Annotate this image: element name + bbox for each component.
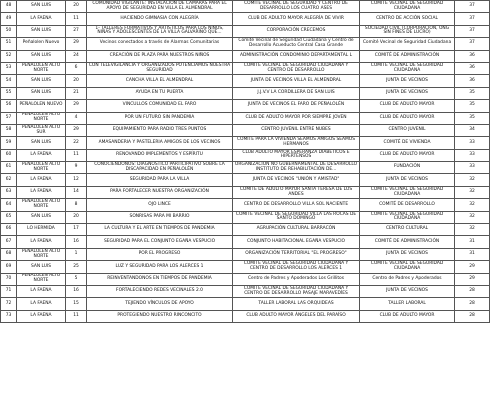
score-value: 36 bbox=[455, 62, 490, 74]
unit-number: 17 bbox=[66, 224, 87, 236]
unit-number: 4 bbox=[66, 112, 87, 124]
unit-number: 20 bbox=[66, 75, 87, 87]
organization-name: CLUB DE ADULTO MAYOR ALEGRÍA DE VIVIR bbox=[233, 13, 360, 25]
score-value: 28 bbox=[455, 310, 490, 322]
sector-name: LO HERMIDA bbox=[17, 224, 66, 236]
project-title: SEGURIDAD PARA LA VILLA bbox=[87, 174, 233, 186]
table-row bbox=[1, 38, 490, 50]
row-number: 51 bbox=[1, 38, 17, 50]
organization-type: JUNTA DE VECINOS bbox=[360, 75, 455, 87]
organization-type: CENTRO JUVENIL bbox=[360, 124, 455, 136]
project-title: POR EL PROGRESO bbox=[87, 248, 233, 260]
organization-type: CLUB DE ADULTO MAYOR bbox=[360, 149, 455, 161]
score-value: 32 bbox=[455, 224, 490, 236]
table-row bbox=[1, 310, 490, 322]
sector-name: SAN LUIS bbox=[17, 1, 66, 13]
project-title: FORTALECIENDO REDES VECINALES 2.0 bbox=[87, 285, 233, 297]
project-title: AYUDA EN TU PUERTA bbox=[87, 87, 233, 99]
row-number: 68 bbox=[1, 248, 17, 260]
row-number: 67 bbox=[1, 236, 17, 248]
organization-name: CLUB ADULTO MAYOR ÁNGELES DEL PARAÍSO bbox=[233, 310, 360, 322]
sector-name: LA FAENA bbox=[17, 310, 66, 322]
organization-type: COMITÉ VECINAL DE SEGURIDAD CIUDADANA bbox=[360, 211, 455, 223]
unit-number: 27 bbox=[66, 25, 87, 37]
sector-name: PEÑALOLEN ALTO SUR bbox=[17, 124, 66, 136]
organization-name: JUNTA DE VECINOS VILLA EL ALMENDRAL bbox=[233, 75, 360, 87]
project-title: SEGURIDAD PARA EL CONJUNTO EGAÑA VESPUCIO bbox=[87, 236, 233, 248]
organization-name: Comité Vecinal de Seguridad Ciudadana y Centro de Desarrollo Acueducto Central Casa Grande bbox=[233, 38, 360, 50]
table-row bbox=[1, 124, 490, 136]
project-title: 1- TALLERES FORMATIVOS Y ARTÍSTICOS PARA LOS NIÑOS, NIÑAS Y ADOLESCENTES DE LA VILLA GALVARINO QUE... bbox=[87, 25, 233, 37]
project-title: OJO LINCE bbox=[87, 199, 233, 211]
unit-number: 22 bbox=[66, 137, 87, 149]
unit-number: 16 bbox=[66, 236, 87, 248]
row-number: 60 bbox=[1, 149, 17, 161]
score-value: 28 bbox=[455, 298, 490, 310]
organization-name: TALLER LABORAL LAS ORQUIDEAS bbox=[233, 298, 360, 310]
organization-type: COMITÉ DE DESARROLLO bbox=[360, 199, 455, 211]
unit-number: 15 bbox=[66, 298, 87, 310]
score-value: 33 bbox=[455, 162, 490, 174]
table-row bbox=[1, 174, 490, 186]
table-row bbox=[1, 285, 490, 297]
project-title: CONOCIÉNDONOS: DIAGNÓSTICO PARTICIPATIVO SOBRE LA DISCAPACIDAD EN PEÑALOLÉN bbox=[87, 162, 233, 174]
unit-number: 5 bbox=[66, 273, 87, 285]
row-number: 59 bbox=[1, 137, 17, 149]
table-row bbox=[1, 186, 490, 198]
project-title: TEJIENDO VÍNCULOS DE APOYO bbox=[87, 298, 233, 310]
score-value: 36 bbox=[455, 50, 490, 62]
organization-name: COMITÉ VECINAL DE SEGURIDAD CIUDADANA Y CENTRO DE DESARROLLO LOS ALERCES 1 bbox=[233, 261, 360, 273]
table-row bbox=[1, 199, 490, 211]
row-number: 56 bbox=[1, 100, 17, 112]
project-title: REINVENTANDONOS EN TIEMPOS DE PANDEMIA bbox=[87, 273, 233, 285]
row-number: 52 bbox=[1, 50, 17, 62]
unit-number: 20 bbox=[66, 1, 87, 13]
sector-name: SAN LUIS bbox=[17, 137, 66, 149]
table-row bbox=[1, 87, 490, 99]
organization-name: COMITÉ DE ADULTO MAYOR SANTA TERESA DE LOS ANDES bbox=[233, 186, 360, 198]
table-row bbox=[1, 75, 490, 87]
project-title: CANCHA VILLA EL ALMENDRAL bbox=[87, 75, 233, 87]
score-value: 37 bbox=[455, 1, 490, 13]
score-value: 32 bbox=[455, 199, 490, 211]
unit-number: 29 bbox=[66, 124, 87, 136]
score-value: 37 bbox=[455, 38, 490, 50]
score-value: 34 bbox=[455, 124, 490, 136]
sector-name: SAN LUIS bbox=[17, 211, 66, 223]
table-row bbox=[1, 1, 490, 13]
organization-name: COMITÉ VECINAL DE SEGURIDAD CIUDADANA Y CENTRO DE DESARROLLO bbox=[233, 62, 360, 74]
table-row bbox=[1, 298, 490, 310]
project-title: HACIENDO GIMNASIA CON ALEGRÍA bbox=[87, 13, 233, 25]
unit-number: 6 bbox=[66, 62, 87, 74]
score-value: 35 bbox=[455, 112, 490, 124]
row-number: 48 bbox=[1, 1, 17, 13]
organization-name: CENTRO JUVENIL ENTRE NUBES bbox=[233, 124, 360, 136]
table-row bbox=[1, 261, 490, 273]
project-title: LUZ Y SEGURIDAD PARA LOS ALERCES 1 bbox=[87, 261, 233, 273]
organization-name: ADMINISTRACIÓN CONDOMINIO DEPARTAMENTAL L bbox=[233, 50, 360, 62]
organization-name: COMITÉ VECINAL DE SEGURIDAD Y CENTRO DE DESARROLLO LOS CUATRO ASES bbox=[233, 1, 360, 13]
unit-number: 8 bbox=[66, 199, 87, 211]
sector-name: LA FAENA bbox=[17, 174, 66, 186]
unit-number: 11 bbox=[66, 310, 87, 322]
row-number: 73 bbox=[1, 310, 17, 322]
row-number: 57 bbox=[1, 112, 17, 124]
row-number: 50 bbox=[1, 25, 17, 37]
row-number: 62 bbox=[1, 174, 17, 186]
score-value: 31 bbox=[455, 236, 490, 248]
organization-type: CENTRO CULTURAL bbox=[360, 224, 455, 236]
organization-name: CENTRO DE DESARROLLO VILLA SOL NACIENTE bbox=[233, 199, 360, 211]
sector-name: SAN LUIS bbox=[17, 25, 66, 37]
sector-name: SAN LUIS bbox=[17, 75, 66, 87]
organization-type: SOCIEDAD CIVIL (CORPORACIÓN, ONG SIN FINES DE LUCRO) bbox=[360, 25, 455, 37]
table-body bbox=[1, 1, 490, 323]
row-number: 71 bbox=[1, 285, 17, 297]
sector-name: PEÑALOLEN ALTO NORTE bbox=[17, 62, 66, 74]
organization-type: JUNTA DE VECINOS bbox=[360, 285, 455, 297]
project-title: CON TELEVIGILANCIA Y ORGANIZADOS POTENCIAMOS NUESTRA SEGURIDAD bbox=[87, 62, 233, 74]
organization-type: JUNTA DE VECINOS bbox=[360, 174, 455, 186]
sector-name: SAN LUIS bbox=[17, 50, 66, 62]
organization-name: COMITÉ VECINAL DE SEGURIDAD VILLA LAS ROCAS DE SANTO DOMINGO bbox=[233, 211, 360, 223]
row-number: 53 bbox=[1, 62, 17, 74]
table-row bbox=[1, 62, 490, 74]
unit-number: 25 bbox=[66, 261, 87, 273]
sector-name: Peñalolen Nuevo bbox=[17, 38, 66, 50]
table-row bbox=[1, 25, 490, 37]
organization-type: CLUB DE ADULTO MAYOR bbox=[360, 100, 455, 112]
project-title: RENOVANDO IMPLEMENTOS Y ESPÍRITU bbox=[87, 149, 233, 161]
organization-type: COMITÉ DE ADMINISTRACIÓN bbox=[360, 236, 455, 248]
organization-name: ORGANIZACIÓN NO GUBERNAMENTAL DE DESARROLLO INSTITUTO DE REHABILITACIÓN DE... bbox=[233, 162, 360, 174]
row-number: 58 bbox=[1, 124, 17, 136]
row-number: 65 bbox=[1, 211, 17, 223]
score-value: 32 bbox=[455, 186, 490, 198]
score-value: 29 bbox=[455, 273, 490, 285]
table-row bbox=[1, 112, 490, 124]
organization-type: COMITÉ DE VIVIENDA bbox=[360, 137, 455, 149]
organization-name: COMITÉ VECINAL DE SEGURIDAD CIUDADANA Y CENTRO DE DESARROLLO PASAJE MARAVEDÍES bbox=[233, 285, 360, 297]
organization-name: CONJUNTO HABITACIONAL EGAÑA VESPUCIO bbox=[233, 236, 360, 248]
sector-name: PEÑALOLEN ALTO NORTE bbox=[17, 248, 66, 260]
score-value: 29 bbox=[455, 261, 490, 273]
score-value: 35 bbox=[455, 100, 490, 112]
score-value: 33 bbox=[455, 149, 490, 161]
row-number: 66 bbox=[1, 224, 17, 236]
sector-name: SAN LUIS bbox=[17, 87, 66, 99]
score-value: 37 bbox=[455, 25, 490, 37]
project-title: POR UN FUTURO SIN PANDEMIA bbox=[87, 112, 233, 124]
project-title: SONRISAS PARA MI BARRIO bbox=[87, 211, 233, 223]
sector-name: LA FAENA bbox=[17, 149, 66, 161]
project-title: PROTEGIENDO NUESTRO RINCONCITO bbox=[87, 310, 233, 322]
organization-type: FUNDACIÓN bbox=[360, 162, 455, 174]
sector-name: SAN LUIS bbox=[17, 261, 66, 273]
score-value: 31 bbox=[455, 248, 490, 260]
organization-type: JUNTA DE VECINOS bbox=[360, 87, 455, 99]
unit-number: 14 bbox=[66, 186, 87, 198]
organization-name: CLUB DE ADULTO MAYOR POR SIEMPRE JOVEN bbox=[233, 112, 360, 124]
organization-type: COMITÉ VECINAL DE SEGURIDAD CIUDADANA bbox=[360, 261, 455, 273]
unit-number: 12 bbox=[66, 174, 87, 186]
organization-type: COMITÉ VECINAL DE SEGURIDAD CIUDADANA bbox=[360, 186, 455, 198]
row-number: 54 bbox=[1, 75, 17, 87]
organization-type: Comité Vecinal de Seguridad Ciudadana bbox=[360, 38, 455, 50]
unit-number: 20 bbox=[66, 211, 87, 223]
score-value: 36 bbox=[455, 75, 490, 87]
row-number: 72 bbox=[1, 298, 17, 310]
score-value: 32 bbox=[455, 211, 490, 223]
unit-number: 24 bbox=[66, 50, 87, 62]
score-value: 35 bbox=[455, 87, 490, 99]
score-value: 37 bbox=[455, 13, 490, 25]
organization-name: JUNTA DE VECINOS EL FARO DE PEÑALOLÉN bbox=[233, 100, 360, 112]
organization-type: TALLER LABORAL bbox=[360, 298, 455, 310]
score-value: 28 bbox=[455, 285, 490, 297]
organization-type: CLUB DE ADULTO MAYOR bbox=[360, 112, 455, 124]
table-row bbox=[1, 224, 490, 236]
project-title: VINCULLOS COMUNIDAD EL FARO bbox=[87, 100, 233, 112]
table-row bbox=[1, 13, 490, 25]
project-title: COMUNIDAD VIGILANTE: INSTALACIÓN DE CÁMARAS PARA EL APOYO DE SEGURIDAD EN VILLA EL ALMENDRAL bbox=[87, 1, 233, 13]
organization-type: CENTRO DE ACCIÓN SOCIAL bbox=[360, 13, 455, 25]
sector-name: LA FAENA bbox=[17, 285, 66, 297]
sector-name: PEÑALOLEN ALTO NORTE bbox=[17, 162, 66, 174]
organization-name: JUNTA DE VECINOS "UNIÓN Y AMISTAD" bbox=[233, 174, 360, 186]
table-row bbox=[1, 137, 490, 149]
sector-name: LA FAENA bbox=[17, 298, 66, 310]
organization-type: JUNTA DE VECINOS bbox=[360, 248, 455, 260]
unit-number: 21 bbox=[66, 87, 87, 99]
unit-number: 29 bbox=[66, 38, 87, 50]
unit-number: 11 bbox=[66, 149, 87, 161]
organization-name: AGRUPACIÓN CULTURAL BARRACÓN bbox=[233, 224, 360, 236]
project-title: AMASANDERIA Y PASTELERIA AMIGOS DE LOS VECINOS bbox=[87, 137, 233, 149]
table-row bbox=[1, 211, 490, 223]
row-number: 64 bbox=[1, 199, 17, 211]
score-value: 33 bbox=[455, 137, 490, 149]
sector-name: LA FAENA bbox=[17, 236, 66, 248]
organization-type: COMITÉ VECINAL DE SEGURIDAD CIUDADANA bbox=[360, 62, 455, 74]
project-title: PARA FORTALECER NUESTRA ORGANIZACIÓN bbox=[87, 186, 233, 198]
organization-name: CLUB ADULTO MAYOR ESPERANZA DIABÉTICOS E HIPERTENSOS bbox=[233, 149, 360, 161]
table-row bbox=[1, 236, 490, 248]
project-title: CREACIÓN DE PLAZA PARA NUESTROS NIÑOS bbox=[87, 50, 233, 62]
sector-name: PEÑALOLEN ALTO NORTE bbox=[17, 273, 66, 285]
score-value: 32 bbox=[455, 174, 490, 186]
unit-number: 16 bbox=[66, 285, 87, 297]
organization-name: COMITÉ PARA LA VIVIENDA SEAMOS AMIGOS SEAMOS HERMANOS bbox=[233, 137, 360, 149]
project-title: LA CULTURA Y EL ARTE EN TIEMPOS DE PANDEMIA bbox=[87, 224, 233, 236]
row-number: 69 bbox=[1, 261, 17, 273]
unit-number: 29 bbox=[66, 100, 87, 112]
table-row bbox=[1, 273, 490, 285]
organization-name: J.J.V.V LA CORDILLERA DE SAN LUIS bbox=[233, 87, 360, 99]
unit-number: 1 bbox=[66, 248, 87, 260]
project-title: EQUIPAMIENTO PARA RADIO TRES PUNTOS bbox=[87, 124, 233, 136]
table-row bbox=[1, 162, 490, 174]
project-title: Vecinos conectados a través de Alarmas Comunitarias bbox=[87, 38, 233, 50]
row-number: 70 bbox=[1, 273, 17, 285]
organization-type: COMITÉ VECINAL DE SEGURIDAD CIUDADANA bbox=[360, 1, 455, 13]
organization-type: CLUB DE ADULTO MAYOR bbox=[360, 310, 455, 322]
sector-name: PEÑALOLEN NUEVO bbox=[17, 100, 66, 112]
row-number: 63 bbox=[1, 186, 17, 198]
table-row bbox=[1, 149, 490, 161]
sector-name: LA FAENA bbox=[17, 186, 66, 198]
sector-name: LA FAENA bbox=[17, 13, 66, 25]
table-row bbox=[1, 50, 490, 62]
row-number: 61 bbox=[1, 162, 17, 174]
organization-name: CORPORACIÓN CRECEMOS bbox=[233, 25, 360, 37]
table-row bbox=[1, 248, 490, 260]
row-number: 49 bbox=[1, 13, 17, 25]
organization-type: COMITÉ DE ADMINISTRACIÓN bbox=[360, 50, 455, 62]
unit-number: 11 bbox=[66, 13, 87, 25]
organization-name: Centro de Padres y Apoderados Los Grillitos bbox=[233, 273, 360, 285]
unit-number: 9 bbox=[66, 162, 87, 174]
table-row bbox=[1, 100, 490, 112]
organization-name: ORGANIZACIÓN TERRITORIAL "EL PROGRESO" bbox=[233, 248, 360, 260]
sector-name: PEÑALOLEN ALTO NORTE bbox=[17, 112, 66, 124]
organization-type: Centro de Padres y Apoderados bbox=[360, 273, 455, 285]
sector-name: PEÑALOLEN ALTO NORTE bbox=[17, 199, 66, 211]
row-number: 55 bbox=[1, 87, 17, 99]
